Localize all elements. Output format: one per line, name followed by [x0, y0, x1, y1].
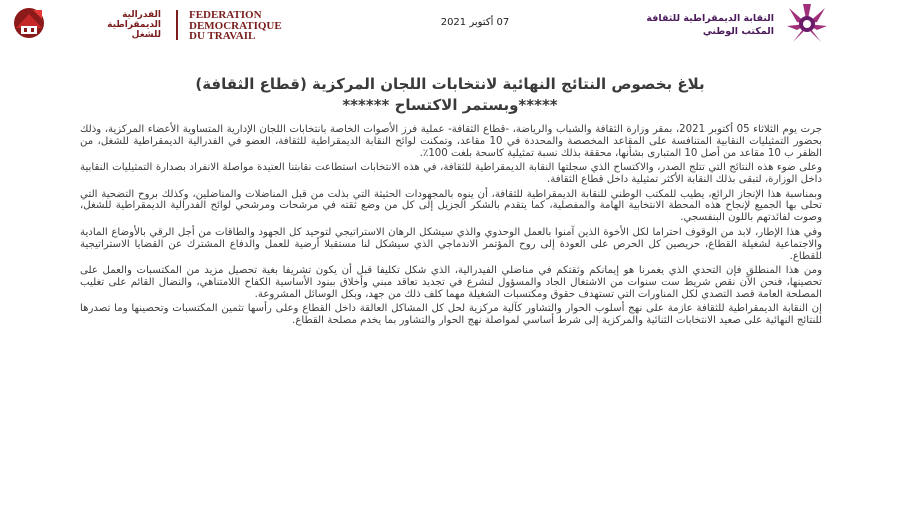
fdt-name-french-line: FEDERATION [189, 9, 262, 21]
fdt-name-french-line: DEMOCRATIQUE [189, 19, 282, 32]
body-paragraph: وعلى ضوء هذه النتائج التي تتلج الصدر، والاكتساح الذي سجلتها النقابة الديمقراطية للثقافة، في هذه الانتخابات استطاعت نقابتنا العتيدة مواصلة الانفراد بصدارة التمثيليات النقابية داخل الوزارة، لتبقى بذلك النقابة الأكثر تمثيلية داخل قطاع الثقافة. [80, 162, 822, 186]
title-subline: *****وبستمر الاكتساح ****** [342, 96, 558, 114]
body-paragraph: وفي هذا الإطار، لابد من الوقوف احتراما لكل الأخوة الذين آمنوا بالعمل الوحدوي والذي سيشكل الرهان الاستراتيجي لتوحيد كل الجهود والطاقات من أجل الرقي بالأوضاع المادية والاجتماعية لشغيلة القطاع، حريصين كل الحرص على العودة إلى روح المؤتمر الاندماجي الذي سيشكل لنا مستقبلا أرضية للعمل والدفاع المشترك عن القضايا الاستراتيجية للقطاع. [80, 226, 822, 262]
fdt-name-arabic-line: الديمقراطية [107, 20, 161, 30]
union-bureau-line: المكتب الوطني [702, 26, 774, 37]
union-name-line: النقابة الديمقراطية للثقافة [646, 13, 774, 24]
body-paragraph: وبمناسبة هذا الإنجاز الرائع، يطيب للمكتب الوطني للنقابة الديمقراطية للثقافة، أن ينوه بالمجهودات الحثيثة التي بذلت من قبل المناضلات والمناضلين، وكذلك بروح التضحية التي تحلى بها الجميع لإنجاح هذه المحطة الانتخابية الهامة والمفصلية، كما يتقدم بالشكر الجزيل إلى كل من وضع ثقته في مرشحات ومرشحي لوائح الفدرالية الديمقراطية للشغل، وصوت لفائدتهم باللون البنفسجي. [80, 188, 822, 224]
document-date: 07 أكتوبر 2021 [440, 17, 510, 28]
announcement-body [80, 124, 822, 327]
title-line: بلاغ بخصوص النتائج النهائية لانتخابات اللجان المركزية (قطاع الثقافة) [195, 75, 705, 93]
header-divider [176, 10, 178, 40]
fdt-name-arabic-line: للشغل [131, 30, 161, 40]
fdt-name-arabic-line: الفدرالية [122, 10, 161, 20]
body-paragraph: ومن هذا المنطلق فإن التحدي الذي يغمرنا هو إيمانكم وثقتكم في مناضلي الفيدرالية، الذي شكل تكليفا قبل أن يكون تشريفا بغية تحصيل مزيد من المكتسبات والعمل على تحصينها، فنحن الآن نقص شريط ست سنوات من الاشتغال الجاد والمسؤول لنشرع في تجديد تعاقد مبني وأخلاق ببنود الأساسية الكفاح اللامتناهي، والنضال القائم على تغليب المصلحة العامة قصد التصدي لكل المناورات التي تستهدف حقوق ومكتسبات الشغيلة مهما كلف ذلك من جهد، وبكل الوسائل المشروعة. [80, 264, 822, 300]
union-logo-icon [783, 2, 831, 46]
letterhead [0, 0, 900, 48]
fdt-logo-icon [12, 6, 46, 40]
fdt-name-french [189, 10, 282, 42]
union-name-arabic [560, 12, 774, 38]
fdt-name-french-line: DU TRAVAIL [189, 30, 256, 42]
body-paragraph: جرت يوم الثلاثاء 05 أكتوبر 2021، بمقر وزارة الثقافة والشباب والرياضة، -قطاع الثقافة- عملية فرز الأصوات الخاصة بانتخابات اللجان الإدارية المتساوية الأعضاء المركزية، وذلك بحضور التمثيليات النقابية المتنافسة على المقاعد المخصصة والمحددة في 10 مقاعد، وتمكنت لوائح النقابة الديمقراطية للثقافة، العضو في الفدرالية الديمقراطية للشغل، من الظفر ب 10 مقاعد من أصل 10 المتبارى بشأنها، محققة بذلك نسبة تمثيلية كاسحة بلغت 100٪. [80, 124, 823, 159]
announcement-title [95, 74, 805, 116]
fdt-name-arabic [95, 10, 161, 40]
body-paragraph: إن النقابة الديمقراطية للثقافة عازمة على نهج أسلوب الحوار والتشاور كآلية مركزية لحل كل المشاكل العالقة داخل القطاع وعلى رأسها تثمين المكتسبات وتحصينها وما تصدرها للنتائج النهائية على صعيد الانتخابات الثنائية والمركزية إلى شرط أساسي لمواصلة نهج الحوار والتشاور بما يخدم مصلحة القطاع. [80, 303, 822, 327]
